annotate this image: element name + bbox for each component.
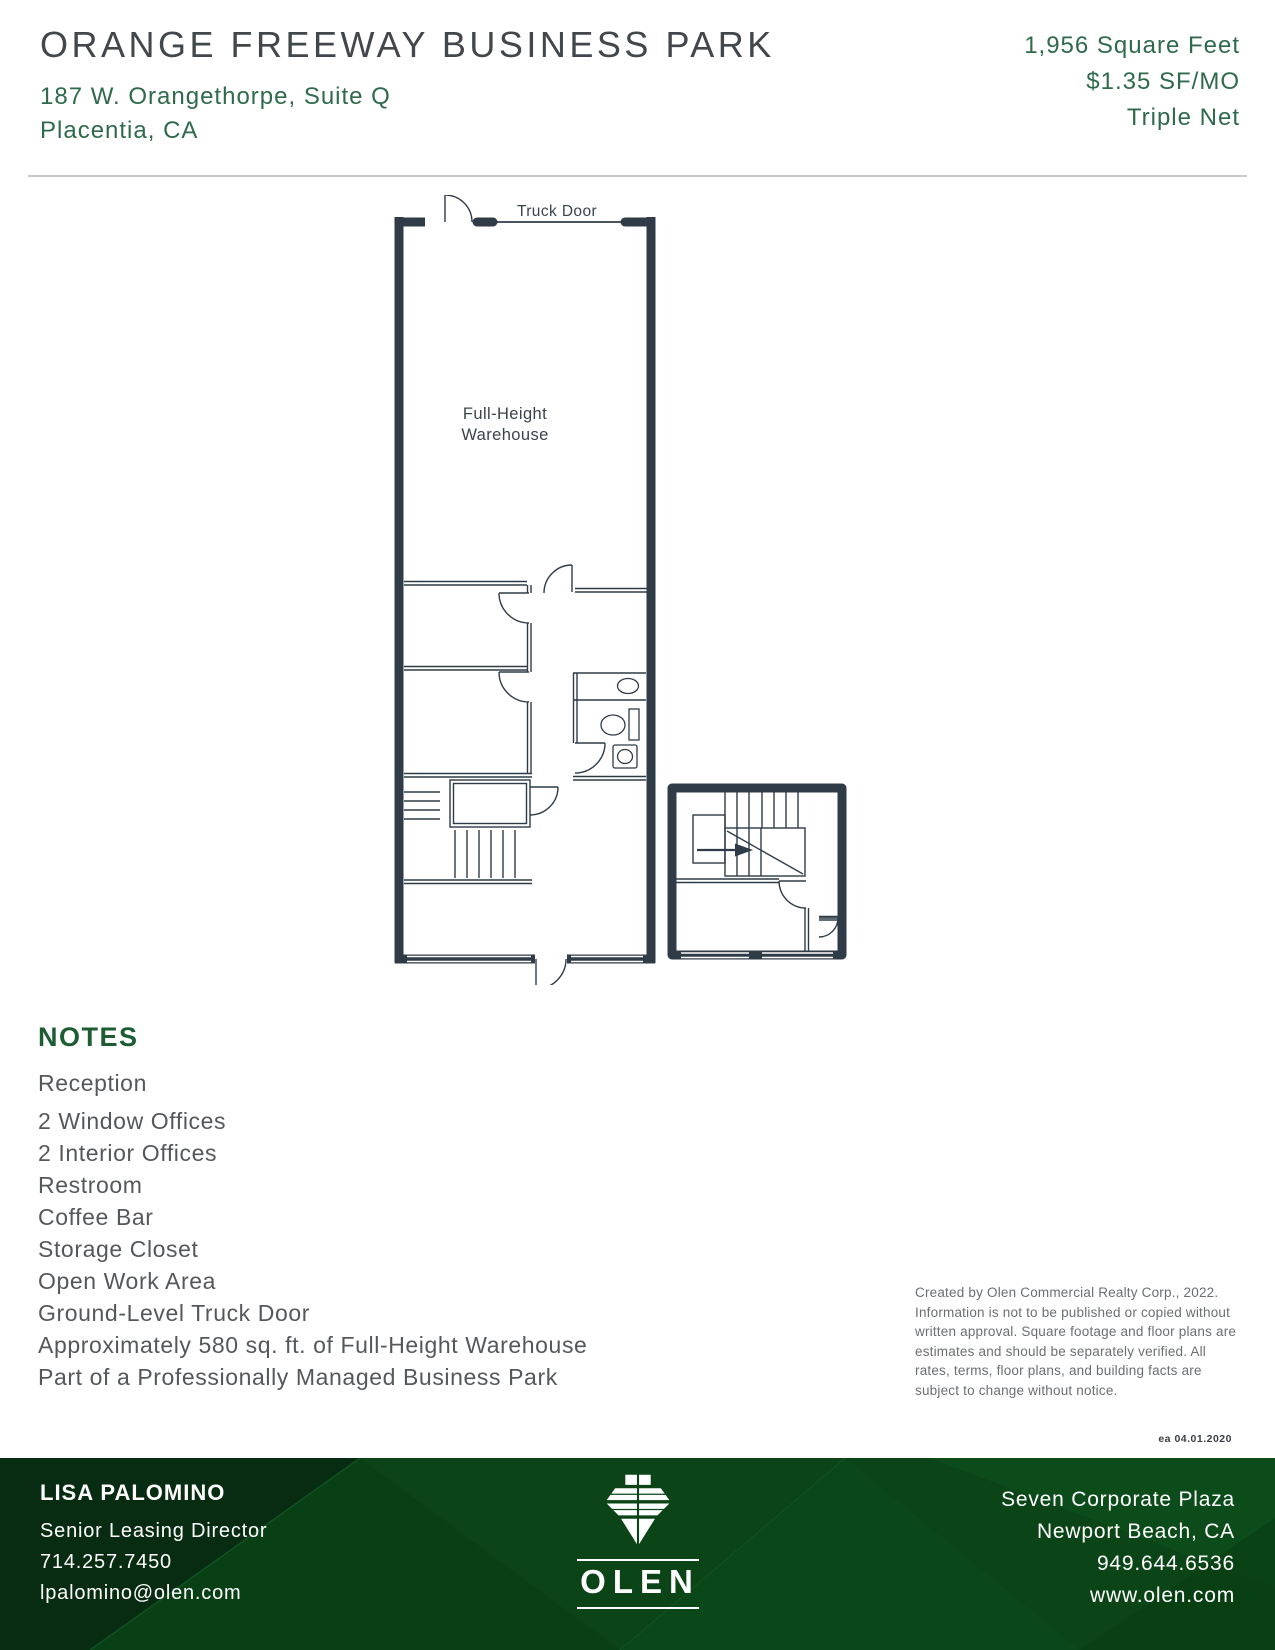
sink-fixture: [618, 679, 639, 694]
upper-level-plan: [672, 788, 842, 958]
note-item: Coffee Bar: [38, 1204, 154, 1230]
stair-direction-arrow: [735, 844, 753, 857]
office-address-block: [1001, 1484, 1235, 1612]
notes-heading: NOTES: [38, 1022, 139, 1052]
note-item: Part of a Professionally Managed Business Park: [38, 1364, 558, 1390]
note-item: Approximately 580 sq. ft. of Full-Height Warehouse: [38, 1332, 588, 1358]
note-item: Restroom: [38, 1172, 143, 1198]
agent-name: LISA PALOMINO: [40, 1480, 226, 1505]
revision-stamp: ea 04.01.2020: [1158, 1433, 1232, 1445]
stat-square-feet: 1,956 Square Feet: [1024, 32, 1240, 59]
toilet-fixture: [601, 709, 639, 740]
agent-title: Senior Leasing Director: [40, 1520, 268, 1542]
office-website[interactable]: www.olen.com: [1090, 1584, 1235, 1607]
property-address: [40, 80, 775, 148]
note-item: Open Work Area: [38, 1268, 217, 1294]
office-plaza: Seven Corporate Plaza: [1001, 1488, 1235, 1511]
agent-contact-block: [40, 1480, 267, 1609]
truck-door-label: Truck Door: [516, 203, 598, 220]
olen-building-icon: [583, 1470, 693, 1554]
warehouse-label-line1: Full-Height: [462, 405, 548, 423]
property-title: ORANGE FREEWAY BUSINESS PARK: [40, 24, 775, 65]
listing-stats: [1024, 28, 1240, 136]
header-left: [40, 24, 775, 148]
stat-rate: $1.35 SF/MO: [1086, 68, 1240, 95]
olen-logo: [563, 1470, 713, 1609]
notes-section: [38, 1022, 587, 1393]
address-line-2: Placentia, CA: [40, 117, 199, 144]
office-phone[interactable]: 949.644.6536: [1096, 1552, 1235, 1575]
legal-disclaimer: Created by Olen Commercial Realty Corp., 2022. Information is not to be published or copied without written approval. Square footage and floor plans are estimates and should be separately verified. All rates, terms, floor plans, and building facts are subject to change without notice.: [915, 1285, 1237, 1398]
olen-logo-text: OLEN: [580, 1563, 700, 1600]
address-line-1: 187 W. Orangethorpe, Suite Q: [40, 83, 391, 110]
floor-plan-drawing: [385, 195, 870, 985]
agent-phone[interactable]: 714.257.7450: [40, 1551, 172, 1573]
note-item: Storage Closet: [38, 1236, 199, 1262]
logo-rule-bottom: [577, 1607, 699, 1609]
agent-email[interactable]: lpalomino@olen.com: [40, 1582, 242, 1604]
toilet-top-fixture: [613, 745, 637, 768]
main-suite-plan: [395, 195, 655, 985]
warehouse-label-line2: Warehouse: [461, 426, 549, 444]
note-item: Reception: [38, 1070, 147, 1096]
header-divider: [28, 175, 1247, 177]
note-item: 2 Interior Offices: [38, 1140, 218, 1166]
stat-lease-type: Triple Net: [1126, 104, 1240, 131]
note-item: Ground-Level Truck Door: [38, 1300, 311, 1326]
footer-band: [0, 1458, 1275, 1650]
note-item: 2 Window Offices: [38, 1108, 227, 1134]
notes-list: [38, 1067, 587, 1393]
office-city: Newport Beach, CA: [1036, 1520, 1235, 1543]
floor-plan: [385, 195, 870, 985]
